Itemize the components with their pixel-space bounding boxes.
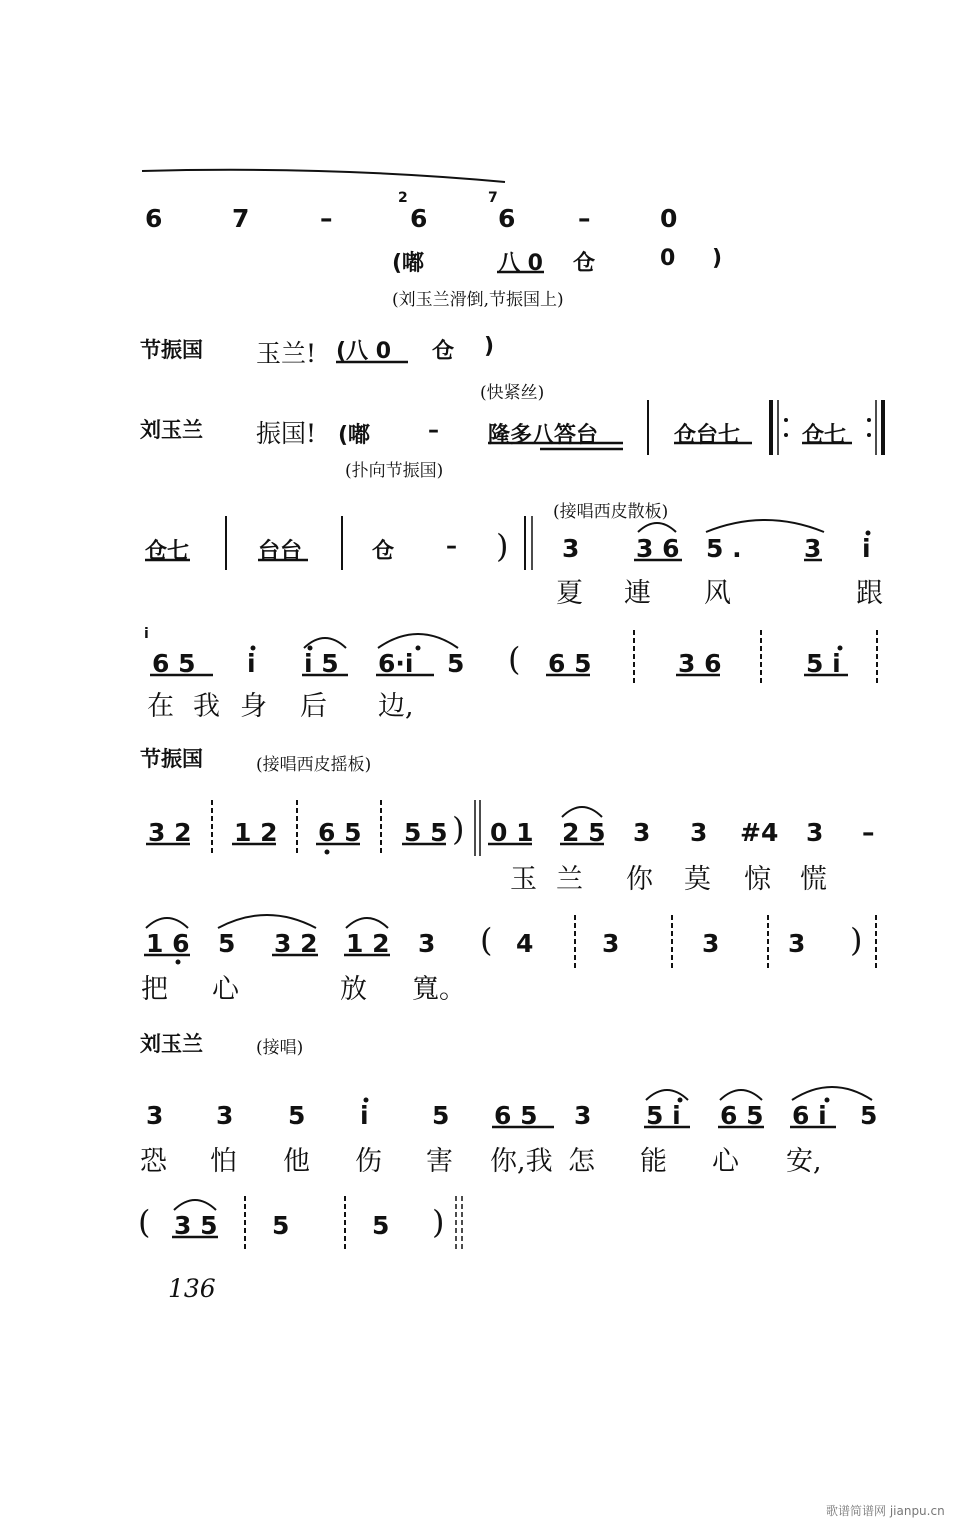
note: 5 <box>218 929 236 958</box>
note: 5 <box>447 649 465 678</box>
role-name: 节振国 <box>140 747 203 771</box>
paren: ( <box>480 921 493 959</box>
spoken-line: 振国! <box>256 419 317 448</box>
note: #4 <box>740 818 779 847</box>
lyric: 安, <box>786 1146 822 1177</box>
lyric: 跟 <box>856 578 883 609</box>
note: 6 5 <box>720 1101 764 1130</box>
note: 3 2 <box>148 818 192 847</box>
lyric: 放 <box>340 974 367 1005</box>
paren: ) <box>452 810 465 848</box>
lyric: 你,我 <box>490 1146 553 1177</box>
note: 5 5 <box>404 818 448 847</box>
role-name: 刘玉兰 <box>140 418 203 442</box>
note: 5 <box>432 1101 450 1130</box>
note: 1 2 <box>346 929 390 958</box>
note: 3 <box>562 534 580 563</box>
note: 3 2 <box>274 929 318 958</box>
singing-note: (接唱) <box>256 1038 304 1058</box>
percussion: 仓七 <box>802 423 847 448</box>
lyric: 在 <box>147 691 174 722</box>
lyric: 心 <box>212 974 239 1005</box>
note: 3 <box>702 929 720 958</box>
note: 3 5 <box>174 1211 218 1240</box>
percussion: ) <box>712 246 723 271</box>
lyric: 我 <box>193 691 220 722</box>
note: 1 6 <box>146 929 190 958</box>
lyric: 心 <box>712 1146 739 1177</box>
spoken-line: 玉兰! <box>256 339 317 368</box>
note: 3 <box>806 818 824 847</box>
lyric: 把 <box>141 974 168 1005</box>
lyric: 兰 <box>556 864 583 895</box>
lyric: 惊 <box>744 864 771 895</box>
lyric: 身 <box>240 691 267 722</box>
lyric: 怎 <box>568 1146 595 1177</box>
note: 0 1 <box>490 818 534 847</box>
note: 5 <box>288 1101 306 1130</box>
note: 3 <box>804 534 822 563</box>
note: 6 5 <box>318 818 362 847</box>
note: i <box>862 534 871 563</box>
lyric: 慌 <box>800 864 827 895</box>
note: 5 <box>860 1101 878 1130</box>
note: 6 <box>498 204 516 233</box>
note: 3 <box>216 1101 234 1130</box>
note: 6 5 <box>494 1101 538 1130</box>
note: i <box>360 1101 369 1130</box>
dash: – <box>578 204 591 233</box>
percussion: 隆多八答台 <box>488 423 599 448</box>
note: 7 <box>232 204 250 233</box>
note: 3 6 <box>636 534 680 563</box>
percussion: (嘟 <box>338 423 371 448</box>
lyric: 恐 <box>140 1146 167 1177</box>
note: i <box>247 649 256 678</box>
note: 3 <box>574 1101 592 1130</box>
percussion: 台台 <box>258 539 303 564</box>
lyric: 伤 <box>355 1146 382 1177</box>
singing-note: (接唱西皮散板) <box>553 502 669 522</box>
percussion: 仓 <box>432 339 455 364</box>
note: 1 2 <box>234 818 278 847</box>
tempo-note: (快紧丝) <box>480 383 545 403</box>
percussion: 仓 <box>573 251 596 276</box>
percussion: 0 <box>660 246 676 271</box>
note: 3 <box>633 818 651 847</box>
lyric: 风 <box>704 578 731 609</box>
lyric: 能 <box>640 1146 667 1177</box>
lyric: 莫 <box>684 864 711 895</box>
percussion: – <box>446 534 457 559</box>
dash: – <box>320 204 333 233</box>
paren: ) <box>432 1203 445 1241</box>
percussion: – <box>428 418 439 443</box>
note: 3 <box>602 929 620 958</box>
grace-note: i <box>144 626 149 642</box>
role-name: 节振国 <box>140 338 203 362</box>
lyric: 玉 <box>510 864 537 895</box>
note: 6 <box>145 204 163 233</box>
paren: ( <box>508 640 521 678</box>
lyric: 后 <box>300 691 327 722</box>
note: 2 5 <box>562 818 606 847</box>
paren: ) <box>850 921 863 959</box>
percussion: 仓 <box>372 539 395 564</box>
lyric: 害 <box>426 1146 453 1177</box>
note: 5 i <box>646 1101 681 1130</box>
dash: – <box>862 818 875 847</box>
note: 6 i <box>792 1101 827 1130</box>
singing-note: (接唱西皮摇板) <box>256 755 372 775</box>
action-note: (扑向节振国) <box>345 461 444 481</box>
note: 3 6 <box>678 649 722 678</box>
percussion: ) <box>496 527 509 565</box>
note: 3 <box>418 929 436 958</box>
note: 6 5 <box>152 649 196 678</box>
lyric: 連 <box>624 578 651 609</box>
note: 3 <box>146 1101 164 1130</box>
percussion: 仓七 <box>145 539 190 564</box>
lyric: 边, <box>378 691 414 722</box>
lyric: 你 <box>626 864 653 895</box>
percussion: 仓台七 <box>674 423 741 448</box>
note: 6 5 <box>548 649 592 678</box>
page-number: 136 <box>168 1274 216 1303</box>
note: 0 <box>660 204 678 233</box>
grace-note: 2 <box>398 190 408 206</box>
lyric: 夏 <box>556 578 583 609</box>
watermark: 歌谱简谱网 jianpu.cn <box>826 1504 945 1518</box>
note: 5 <box>372 1211 390 1240</box>
percussion: 八 0 <box>498 251 543 276</box>
note: 5 <box>272 1211 290 1240</box>
lyric: 怕 <box>210 1146 237 1177</box>
stage-direction: (刘玉兰滑倒,节振国上) <box>392 290 564 310</box>
note: 6 <box>410 204 428 233</box>
note: 3 <box>788 929 806 958</box>
note: 6·i <box>378 649 414 678</box>
note: 5 . <box>706 534 742 563</box>
role-name: 刘玉兰 <box>140 1032 203 1056</box>
grace-note: 7 <box>488 190 498 206</box>
paren: ( <box>138 1203 151 1241</box>
lyric: 他 <box>283 1146 310 1177</box>
note: 5 i <box>806 649 841 678</box>
percussion: ) <box>484 334 495 359</box>
note: i 5 <box>304 649 339 678</box>
percussion: (八 0 <box>336 339 392 364</box>
lyric: 寬。 <box>412 974 466 1005</box>
note: 3 <box>690 818 708 847</box>
note: 4 <box>516 929 534 958</box>
percussion: (嘟 <box>392 251 425 276</box>
